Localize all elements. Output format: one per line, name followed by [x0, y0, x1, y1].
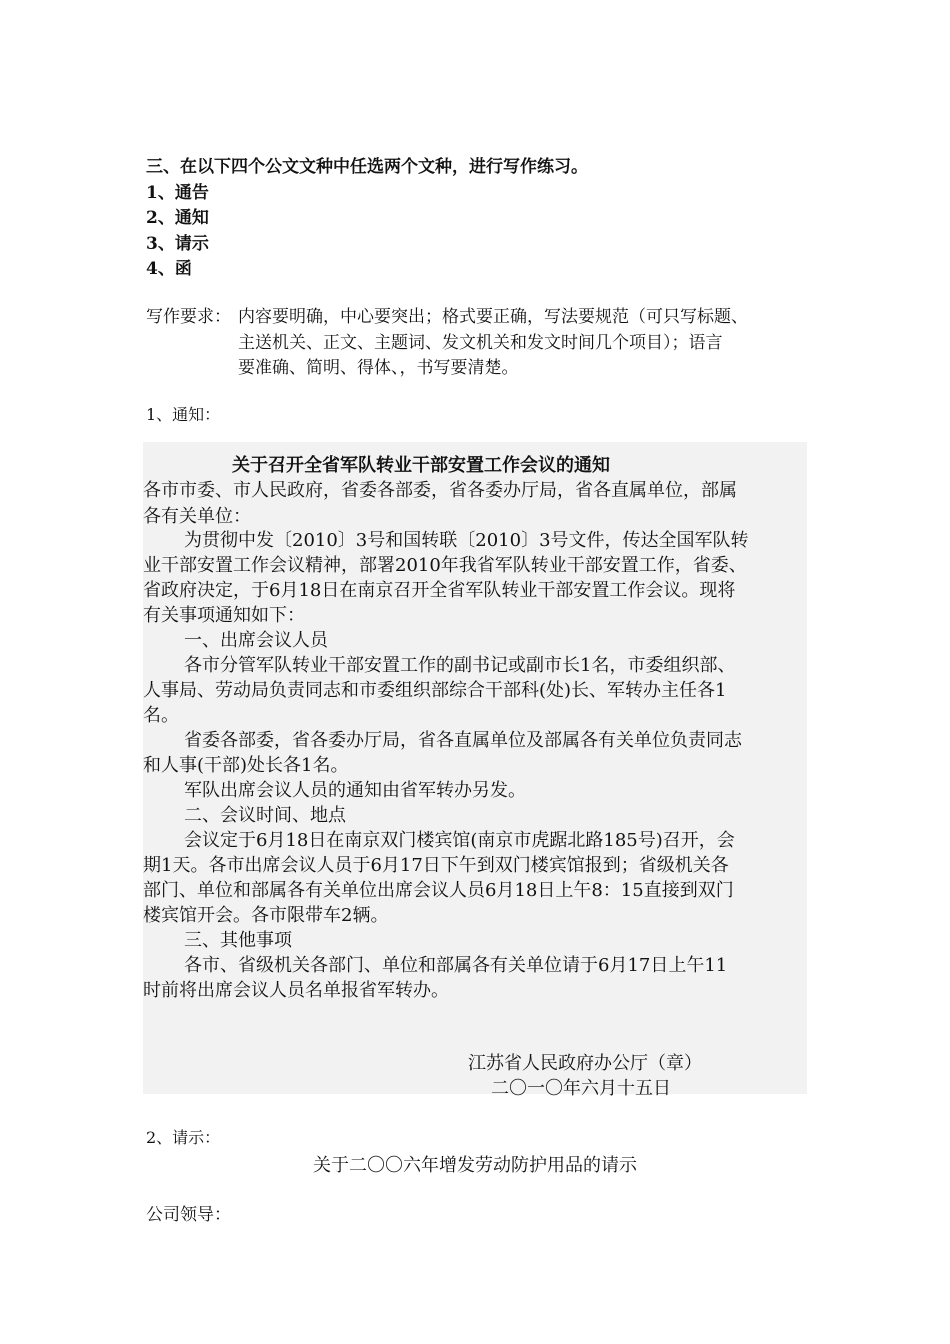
notice-label: 1、通知：	[146, 405, 221, 424]
notice-paragraph: 和人事(干部)处长各1名。	[143, 755, 349, 776]
notice-paragraph: 期1天。各市出席会议人员于6月17日下午到双门楼宾馆报到；省级机关各	[143, 855, 729, 876]
section-title: 三、其他事项	[184, 930, 292, 951]
notice-recipients: 各有关单位：	[143, 506, 251, 527]
requirements-line: 内容要明确，中心要突出；格式要正确，写法要规范（可只写标题、	[238, 307, 748, 327]
list-item: 1、通告	[146, 183, 209, 203]
notice-paragraph: 省委各部委，省各委办厅局，省各直属单位及部属各有关单位负责同志	[184, 730, 742, 751]
notice-paragraph: 会议定于6月18日在南京双门楼宾馆(南京市虎踞北路185号)召开，会	[184, 830, 735, 851]
signature-date: 二〇一〇年六月十五日	[491, 1078, 671, 1099]
section-heading: 三、在以下四个公文文种中任选两个文种，进行写作练习。	[146, 157, 588, 177]
request-label: 2、请示：	[146, 1128, 221, 1147]
section-title: 一、出席会议人员	[184, 630, 328, 651]
notice-paragraph: 各市、省级机关各部门、单位和部属各有关单位请于6月17日上午11	[184, 955, 728, 976]
notice-paragraph: 省政府决定，于6月18日在南京召开全省军队转业干部安置工作会议。现将	[143, 580, 736, 601]
requirements-line: 要准确、简明、得体、，书写要清楚。	[238, 358, 519, 378]
requirements-line: 主送机关、正文、主题词、发文机关和发文时间几个项目）；语言	[238, 333, 723, 353]
notice-paragraph: 军队出席会议人员的通知由省军转办另发。	[184, 780, 526, 801]
request-salutation: 公司领导：	[146, 1205, 231, 1225]
request-title: 关于二〇〇六年增发劳动防护用品的请示	[313, 1155, 637, 1176]
notice-paragraph: 有关事项通知如下：	[143, 605, 305, 626]
section-title: 二、会议时间、地点	[184, 805, 346, 826]
notice-paragraph: 人事局、劳动局负责同志和市委组织部综合干部科(处)长、军转办主任各1	[143, 680, 727, 701]
signature-organization: 江苏省人民政府办公厅（章）	[468, 1053, 702, 1074]
list-item: 2、通知	[146, 208, 209, 228]
notice-title: 关于召开全省军队转业干部安置工作会议的通知	[232, 455, 610, 476]
list-item: 4、函	[146, 259, 192, 279]
notice-paragraph: 名。	[143, 705, 179, 726]
notice-recipients: 各市市委、市人民政府，省委各部委，省各委办厅局，省各直属单位，部属	[143, 480, 737, 501]
requirements-label: 写作要求：	[146, 307, 231, 327]
list-item: 3、请示	[146, 234, 209, 254]
notice-paragraph: 各市分管军队转业干部安置工作的副书记或副市长1名，市委组织部、	[184, 655, 736, 676]
notice-paragraph: 时前将出席会议人员名单报省军转办。	[143, 980, 449, 1001]
notice-paragraph: 部门、单位和部属各有关单位出席会议人员6月18日上午8：15直接到双门	[143, 880, 734, 901]
notice-paragraph: 业干部安置工作会议精神，部署2010年我省军队转业干部安置工作，省委、	[143, 555, 747, 576]
notice-paragraph: 楼宾馆开会。各市限带车2辆。	[143, 905, 389, 926]
notice-paragraph: 为贯彻中发〔2010〕3号和国转联〔2010〕3号文件，传达全国军队转	[184, 530, 749, 551]
